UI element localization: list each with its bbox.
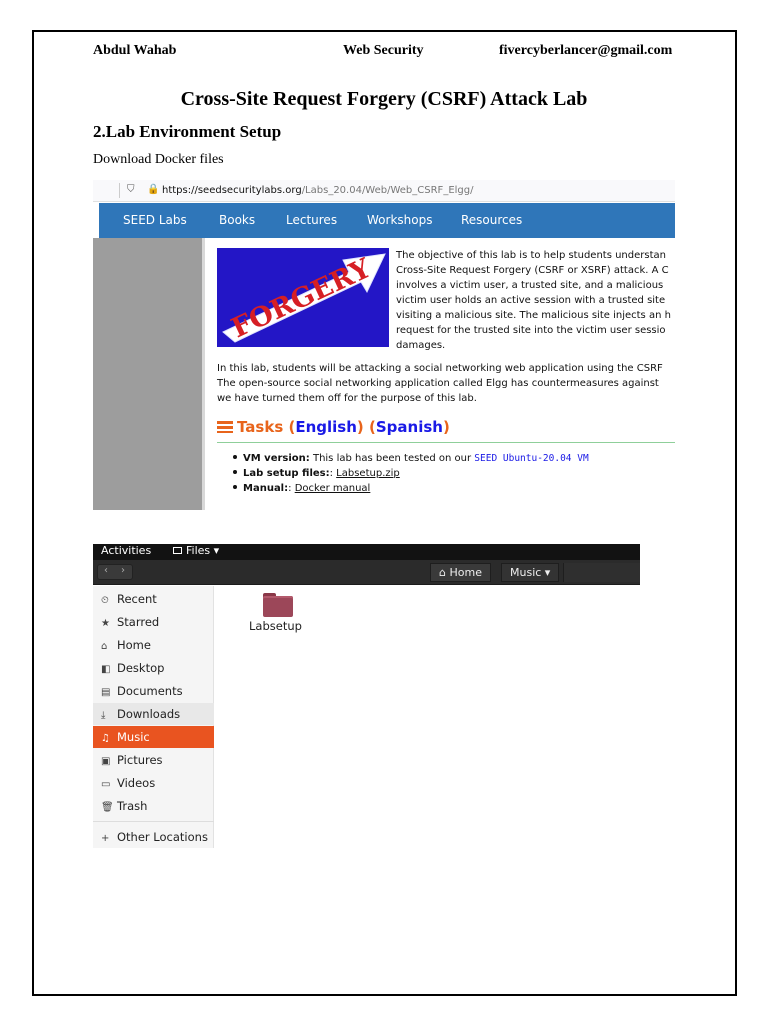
download-icon: ⤓	[101, 710, 106, 721]
seed-navbar	[99, 203, 675, 238]
document-icon: ▤	[101, 687, 111, 698]
sidebar-item-label: Downloads	[117, 707, 181, 721]
vm-text: This lab has been tested on our	[309, 453, 475, 464]
nav-lectures[interactable]: Lectures	[286, 213, 338, 227]
tasks-heading	[217, 418, 450, 436]
sidebar-item-label: Trash	[117, 799, 148, 813]
vm-link[interactable]: SEED Ubuntu-20.04 VM	[474, 453, 589, 464]
manual-label: Manual:	[243, 483, 289, 494]
nav-resources[interactable]: Resources	[461, 213, 523, 227]
sidebar-item-label: Music	[117, 730, 150, 744]
url-path: /Labs_20.04/Web/Web_CSRF_Elgg/	[301, 185, 474, 196]
forgery-banner-text: FORGERY	[226, 253, 376, 345]
bullet-lab-setup	[233, 468, 400, 479]
tasks-english-link[interactable]: English	[295, 418, 357, 436]
sidebar-item-documents[interactable]	[93, 680, 214, 702]
files-sidebar	[93, 586, 214, 848]
header-author: Abdul Wahab	[93, 43, 177, 58]
tasks-paren-open: (	[288, 418, 296, 436]
files-app-menu-label: Files ▾	[186, 544, 220, 557]
objective-text: The objective of this lab is to help students understan Cross-Site Request Forgery (CSRF or XSRF) attack. A C involves a victim user, a trusted site, and a malicious victim user holds an active session with a trusted site visiting a malicious site. The malicious site injects an h request for the trusted site into the victim user sessio damages.	[396, 250, 671, 351]
docker-manual-link[interactable]: Docker manual	[294, 483, 371, 494]
sidebar-item-label: Recent	[117, 592, 157, 606]
files-app-icon	[173, 547, 182, 554]
folder-body	[263, 596, 293, 617]
shield-icon: ⛉	[127, 184, 135, 195]
picture-icon: ▣	[101, 756, 111, 767]
files-toolbar	[93, 560, 640, 585]
back-arrow-icon[interactable]: ‹	[104, 565, 108, 576]
forgery-banner-image	[217, 248, 389, 347]
left-gutter	[93, 238, 205, 510]
address-bar[interactable]	[93, 180, 675, 202]
tasks-spanish-link[interactable]: Spanish	[375, 418, 443, 436]
tasks-label: Tasks	[237, 418, 284, 436]
toolbar-divider	[119, 183, 120, 198]
forgery-arrow-graphic	[217, 248, 389, 347]
lock-icon: 🔒	[147, 184, 160, 195]
breadcrumb-home[interactable]: ⌂ Home	[430, 563, 491, 582]
video-icon: ▭	[101, 779, 111, 790]
forward-arrow-icon[interactable]: ›	[121, 565, 125, 576]
sidebar-divider	[93, 821, 214, 822]
setup-sep: :	[329, 468, 337, 479]
manual-sep: :	[288, 483, 295, 494]
nav-seed-labs[interactable]: SEED Labs	[123, 213, 187, 227]
sidebar-item-music[interactable]	[93, 726, 214, 748]
sidebar-item-pictures[interactable]	[93, 749, 214, 771]
nav-workshops[interactable]: Workshops	[367, 213, 433, 227]
clock-icon: ⏲	[101, 595, 109, 606]
sidebar-item-home[interactable]	[93, 634, 214, 656]
bullet-dot	[233, 455, 237, 459]
sidebar-item-desktop[interactable]	[93, 657, 214, 679]
setup-label: Lab setup files:	[243, 468, 330, 479]
address-url[interactable]	[162, 185, 473, 196]
star-icon: ★	[101, 618, 110, 629]
bullet-dot	[233, 470, 237, 474]
gnome-top-bar	[93, 544, 640, 560]
bullet-dot	[233, 485, 237, 489]
desktop-icon: ◧	[101, 664, 111, 675]
sidebar-item-label: Desktop	[117, 661, 165, 675]
url-domain: https://seedsecuritylabs.org	[162, 185, 302, 196]
plus-icon: +	[101, 833, 110, 844]
nav-books[interactable]: Books	[219, 213, 256, 227]
labsetup-folder-icon[interactable]	[263, 593, 293, 617]
header-course: Web Security	[343, 43, 424, 58]
breadcrumb-music[interactable]: Music ▾	[501, 563, 559, 582]
sidebar-item-label: Starred	[117, 615, 160, 629]
activities-button[interactable]: Activities	[101, 544, 152, 557]
page-border	[32, 30, 737, 996]
sidebar-item-label: Pictures	[117, 753, 163, 767]
sidebar-item-label: Other Locations	[117, 830, 208, 844]
toolbar-right-area	[563, 563, 640, 582]
body-paragraph: Download Docker files	[93, 152, 224, 167]
file-manager-screenshot	[93, 544, 640, 848]
trash-icon: 🗑	[101, 802, 114, 813]
sidebar-item-downloads[interactable]	[93, 703, 214, 725]
sidebar-item-label: Videos	[117, 776, 156, 790]
sidebar-item-starred[interactable]	[93, 611, 214, 633]
bullet-manual	[233, 483, 370, 494]
labsetup-folder-label[interactable]: Labsetup	[249, 619, 302, 633]
browser-screenshot	[93, 180, 675, 510]
tasks-list-icon	[217, 421, 233, 433]
lab-description: In this lab, students will be attacking a social networking web application using the CSRF The open-source social networking application called Elgg has countermeasures against we have turned them off for the purpose of this lab.	[217, 363, 663, 404]
files-app-menu[interactable]	[173, 544, 219, 557]
sidebar-item-label: Home	[117, 638, 151, 652]
history-nav	[97, 564, 133, 580]
sidebar-item-other-locations[interactable]	[93, 826, 214, 848]
home-icon: ⌂	[101, 641, 108, 652]
tasks-paren-close: )	[442, 418, 450, 436]
tasks-divider	[217, 442, 675, 443]
tasks-paren-mid: ) (	[356, 418, 376, 436]
section-heading: 2.Lab Environment Setup	[93, 122, 282, 141]
sidebar-item-videos[interactable]	[93, 772, 214, 794]
header-email: fivercyberlancer@gmail.com	[499, 43, 673, 58]
sidebar-item-trash[interactable]	[93, 795, 214, 817]
sidebar-item-recent[interactable]	[93, 588, 214, 610]
document-title: Cross-Site Request Forgery (CSRF) Attack Lab	[180, 88, 588, 110]
labsetup-zip-link[interactable]: Labsetup.zip	[336, 468, 400, 479]
vm-label: VM version:	[243, 453, 310, 464]
music-note-icon: ♫	[101, 733, 110, 744]
bullet-vm-version	[233, 453, 589, 464]
sidebar-item-label: Documents	[117, 684, 183, 698]
